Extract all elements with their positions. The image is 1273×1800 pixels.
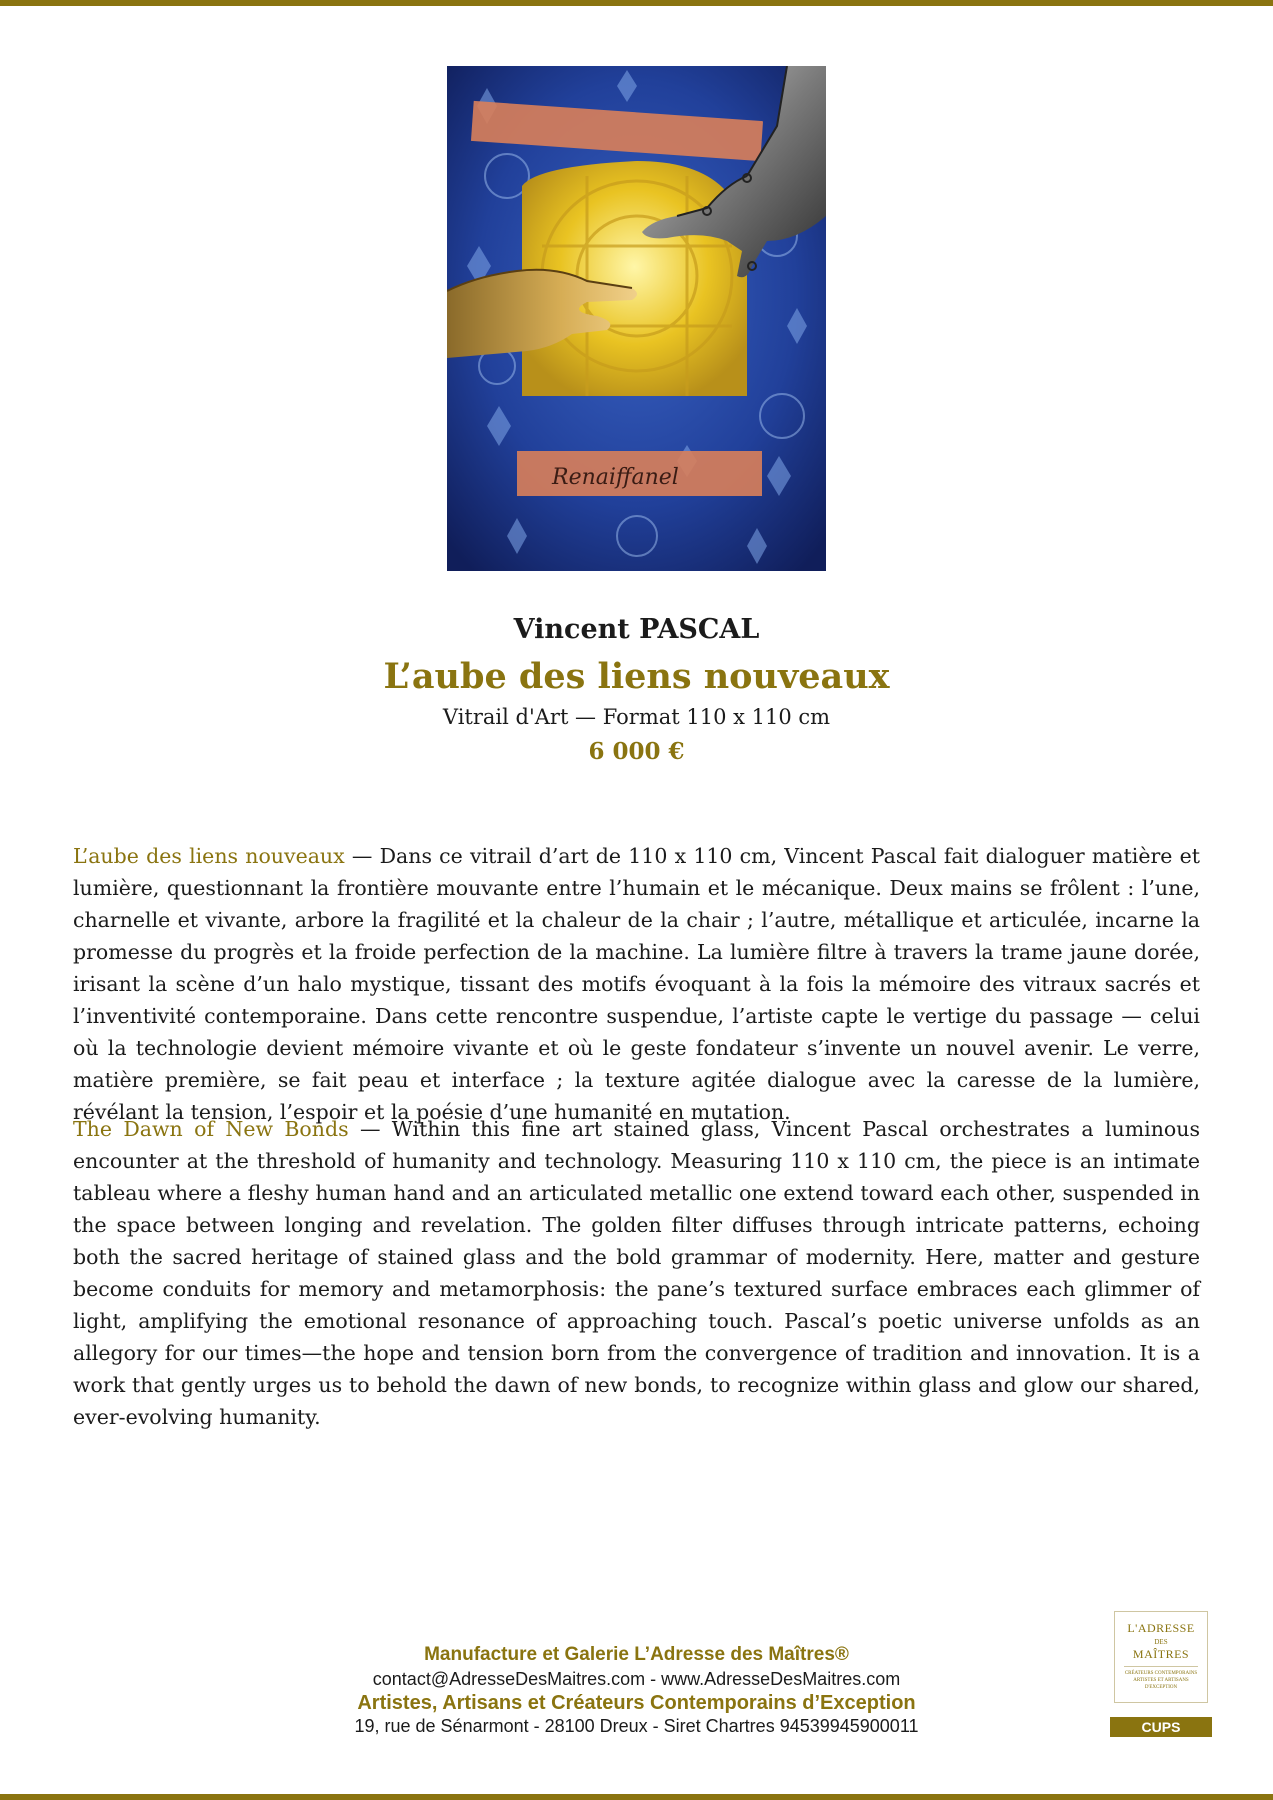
logo-tagline: CRÉATEURS CONTEMPORAINS ARTISTES ET ARTISANS D'EXCEPTION xyxy=(1124,1671,1198,1690)
footer-contact: contact@AdresseDesMaitres.com - www.AdresseDesMaitres.com xyxy=(372,1669,901,1689)
logo-divider xyxy=(1124,1666,1198,1667)
description-english-lead: The Dawn of New Bonds xyxy=(73,1117,349,1141)
description-english-text: — Within this fine art stained glass, Vincent Pascal orchestrates a luminous encounter at the threshold of humanity and technology. Measuring 110 x 110 cm, the piece is an intimate tableau where a fleshy human hand and an articulated metallic one extend toward each other, suspended in the space between longing and revelation. The golden filter diffuses through intricate patterns, echoing both the sacred heritage of stained glass and the bold grammar of modernity. Here, matter and gesture become conduits for memory and metamorphosis: the pane’s textured surface embraces each glimmer of light, amplifying the emotional resonance of approaching touch. Pascal’s poetic universe unfolds as an allegory for our times—the hope and tension born from the convergence of tradition and innovation. It is a work that gently urges us to behold the dawn of new bonds, to recognize within glass and glow our shared, ever-evolving humanity. xyxy=(73,1117,1200,1429)
artwork-title: L’aube des liens nouveaux xyxy=(383,656,890,697)
cups-badge: CUPS xyxy=(1110,1717,1212,1737)
top-border xyxy=(0,0,1273,6)
artwork-signature: Renaiffanel xyxy=(552,465,679,490)
footer-address: 19, rue de Sénarmont - 28100 Dreux - Siret Chartres 94539945900011 xyxy=(354,1716,919,1736)
description-french-text: — Dans ce vitrail d’art de 110 x 110 cm, Vincent Pascal fait dialoguer matière et lumière, questionnant la frontière mouvante entre l’humain et le mécanique. Deux mains se frôlent : l’une, charnelle et vivante, arbore la fragilité et la chaleur de la chair ; l’autre, métallique et articulée, incarne la promesse du progrès et la froide perfection de la machine. La lumière filtre à travers la trame jaune dorée, irisant la scène d’un halo mystique, tissant des motifs évoquant à la fois la mémoire des vitraux sacrés et l’inventivité contemporaine. Dans cette rencontre suspendue, l’artiste capte le vertige du passage — celui où la technologie devient mémoire vivante et où le geste fondateur s’invente un nouvel avenir. Le verre, matière première, se fait peau et interface ; la texture agitée dialogue avec la caresse de la lumière, révélant la tension, l’espoir et la poésie d’une humanité en mutation. xyxy=(73,844,1200,1124)
description-english xyxy=(73,1113,1200,1433)
bottom-border xyxy=(0,1794,1273,1800)
artwork-format: Vitrail d'Art — Format 110 x 110 cm xyxy=(442,705,831,729)
gallery-logo xyxy=(1114,1611,1208,1703)
logo-line-3: MAÎTRES xyxy=(1132,1647,1190,1661)
footer-tagline: Artistes, Artisans et Créateurs Contemporains d’Exception xyxy=(357,1692,916,1714)
artist-name: Vincent PASCAL xyxy=(513,614,760,645)
artwork-image xyxy=(447,66,826,571)
footer-gallery-name: Manufacture et Galerie L’Adresse des Maîtres® xyxy=(424,1644,849,1665)
description-french-lead: L’aube des liens nouveaux xyxy=(73,844,345,868)
description-french xyxy=(73,840,1200,1128)
artwork-price: 6 000 € xyxy=(588,738,685,765)
logo-line-2: DES xyxy=(1154,1638,1168,1646)
logo-line-1: L'ADRESSE xyxy=(1127,1621,1195,1635)
